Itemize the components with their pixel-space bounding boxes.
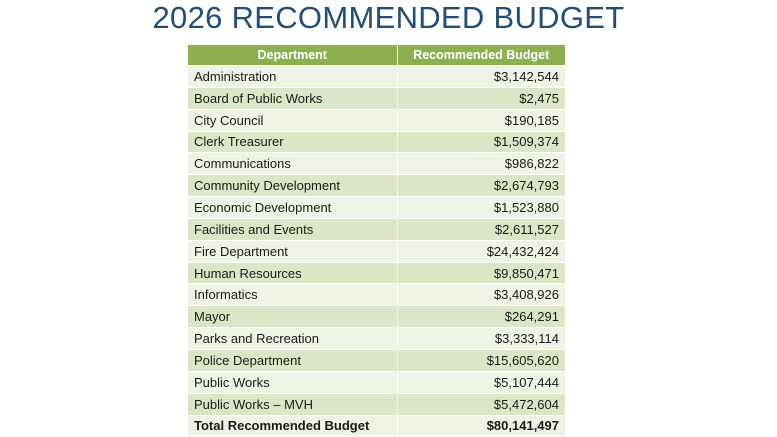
table-row bbox=[188, 175, 565, 197]
budget-cell: $986,822 bbox=[397, 153, 565, 175]
column-header-department: Department bbox=[188, 45, 397, 66]
header-row bbox=[188, 45, 565, 66]
budget-cell: $2,674,793 bbox=[397, 175, 565, 197]
department-cell: Board of Public Works bbox=[188, 87, 397, 109]
department-cell: Clerk Treasurer bbox=[188, 131, 397, 153]
budget-cell: $24,432,424 bbox=[397, 240, 565, 262]
department-cell: Informatics bbox=[188, 284, 397, 306]
page-title: 2026 RECOMMENDED BUDGET bbox=[152, 0, 625, 35]
budget-cell: $5,472,604 bbox=[397, 393, 565, 415]
budget-cell: $15,605,620 bbox=[397, 349, 565, 371]
department-cell: Parks and Recreation bbox=[188, 328, 397, 350]
department-cell: Communications bbox=[188, 153, 397, 175]
department-cell: Facilities and Events bbox=[188, 218, 397, 240]
table-row bbox=[188, 240, 565, 262]
table-row bbox=[188, 284, 565, 306]
table-row bbox=[188, 393, 565, 415]
budget-cell: $2,611,527 bbox=[397, 218, 565, 240]
budget-cell: $1,523,880 bbox=[397, 197, 565, 219]
table-row bbox=[188, 66, 565, 88]
department-cell: Mayor bbox=[188, 306, 397, 328]
budget-cell: $5,107,444 bbox=[397, 371, 565, 393]
budget-cell: $3,333,114 bbox=[397, 328, 565, 350]
department-cell: Human Resources bbox=[188, 262, 397, 284]
table-row bbox=[188, 306, 565, 328]
department-cell: Public Works bbox=[188, 371, 397, 393]
table-row bbox=[188, 218, 565, 240]
total-label: Total Recommended Budget bbox=[188, 415, 397, 436]
budget-cell: $1,509,374 bbox=[397, 131, 565, 153]
budget-cell: $3,142,544 bbox=[397, 66, 565, 88]
column-header-budget: Recommended Budget bbox=[397, 45, 565, 66]
budget-table bbox=[188, 45, 565, 436]
table-row bbox=[188, 262, 565, 284]
department-cell: Administration bbox=[188, 66, 397, 88]
table-row bbox=[188, 349, 565, 371]
table-row bbox=[188, 109, 565, 131]
table-row bbox=[188, 371, 565, 393]
budget-cell: $9,850,471 bbox=[397, 262, 565, 284]
total-row bbox=[188, 415, 565, 436]
department-cell: City Council bbox=[188, 109, 397, 131]
budget-cell: $3,408,926 bbox=[397, 284, 565, 306]
budget-cell: $2,475 bbox=[397, 87, 565, 109]
table-row bbox=[188, 87, 565, 109]
table-row bbox=[188, 197, 565, 219]
table-row bbox=[188, 131, 565, 153]
department-cell: Police Department bbox=[188, 349, 397, 371]
department-cell: Economic Development bbox=[188, 197, 397, 219]
department-cell: Fire Department bbox=[188, 240, 397, 262]
budget-cell: $190,185 bbox=[397, 109, 565, 131]
table-row bbox=[188, 328, 565, 350]
department-cell: Public Works – MVH bbox=[188, 393, 397, 415]
budget-cell: $264,291 bbox=[397, 306, 565, 328]
department-cell: Community Development bbox=[188, 175, 397, 197]
total-amount: $80,141,497 bbox=[397, 415, 565, 436]
table-row bbox=[188, 153, 565, 175]
